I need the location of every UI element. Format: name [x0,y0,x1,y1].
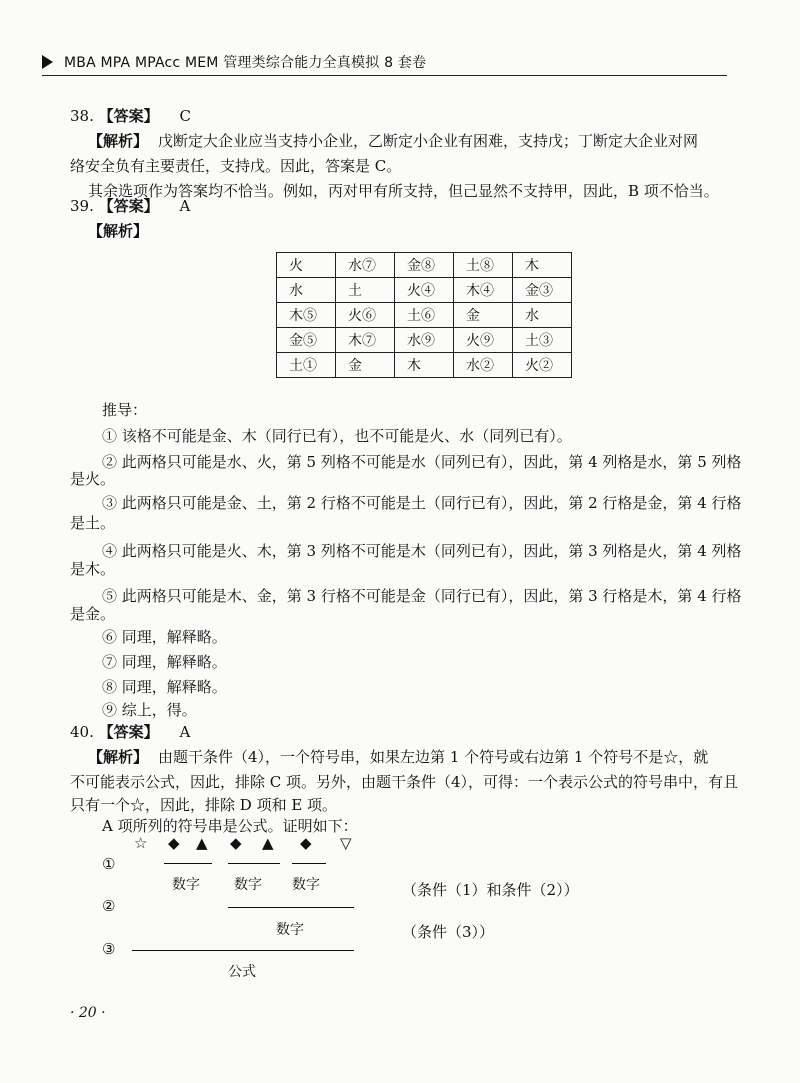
q39-answer-line [70,196,190,216]
page-header [42,51,727,73]
triangle-symbol-icon: ▲ [262,834,274,852]
underline-group-1 [164,863,212,864]
q38-answer-label: 【答案】 [98,107,159,125]
grid-cell: 水 [513,303,572,328]
grid-cell: 水⑨ [395,328,454,353]
step-5b: 是金。 [70,605,116,623]
triangle-symbol-icon: ▲ [196,834,208,852]
q40-number: 40. [70,723,94,741]
grid-cell: 火② [513,353,572,378]
grid-cell: 土⑧ [454,253,513,278]
underline-digit-sequence [228,907,354,908]
q38-analysis-label: 【解析】 [88,132,149,150]
grid-cell: 水⑦ [336,253,395,278]
triangle-marker-icon [42,55,53,69]
q40-answer: A [179,723,191,741]
grid-cell: 土① [277,353,336,378]
diamond-symbol-icon: ◆ [300,834,312,852]
q38-analysis-text-1: 戊断定大企业应当支持小企业，乙断定小企业有困难，支持戊；丁断定大企业对网 [158,132,699,150]
condition-note-2: （条件（3）） [402,923,495,941]
q40-answer-line [70,722,190,742]
derivation-step-2-mark: ② [102,897,116,915]
digit-label-3: 数字 [292,877,320,893]
step-6: ⑥ 同理，解释略。 [102,628,227,646]
grid-cell: 火④ [395,278,454,303]
derivation-step-3-mark: ③ [102,940,116,958]
q38-analysis-3: 其余选项作为答案均不恰当。例如，丙对甲有所支持，但己显然不支持甲，因此，B 项不恰当。 [88,182,719,200]
step-1: ① 该格不可能是金、木（同行已有），也不可能是火、水（同列已有）。 [102,427,572,445]
step-8: ⑧ 同理，解释略。 [102,678,227,696]
q39-number: 39. [70,197,94,215]
q40-answer-label: 【答案】 [98,723,159,741]
q38-answer-line [70,106,191,126]
grid-cell: 金 [454,303,513,328]
grid-row [277,353,572,378]
q40-analysis-label: 【解析】 [88,748,149,766]
digit-label-2: 数字 [234,877,262,893]
step-5a: ⑤ 此两格只可能是木、金，第 3 行格不可能是金（同行已有），因此，第 3 行格是木，第 4 行格 [102,587,742,605]
proof-intro: A 项所列的符号串是公式。证明如下： [102,817,358,835]
q38-analysis-2: 络安全负有主要责任，支持戊。因此，答案是 C。 [70,157,402,175]
open-triangle-symbol-icon: ▽ [340,834,352,852]
diamond-symbol-icon: ◆ [230,834,242,852]
grid-row [277,253,572,278]
grid-cell: 火⑥ [336,303,395,328]
underline-formula [132,950,354,951]
grid-cell: 土③ [513,328,572,353]
grid-cell: 金⑧ [395,253,454,278]
derivation-step-1-mark: ① [102,855,116,873]
grid-cell: 木⑦ [336,328,395,353]
grid-row [277,328,572,353]
grid-cell: 木⑤ [277,303,336,328]
underline-group-3 [292,863,326,864]
digit-label-1: 数字 [172,877,200,893]
grid-cell: 木 [513,253,572,278]
formula-label: 公式 [228,964,256,980]
step-4b: 是木。 [70,560,116,578]
grid-cell: 木④ [454,278,513,303]
step-2a: ② 此两格只可能是水、火，第 5 列格不可能是水（同列已有），因此，第 4 列格是水，第 5 列格 [102,453,742,471]
grid-cell: 水 [277,278,336,303]
header-title: MBA MPA MPAcc MEM 管理类综合能力全真模拟 8 套卷 [64,55,427,71]
grid-row [277,278,572,303]
digit-label-combined: 数字 [276,922,304,938]
grid-cell: 水② [454,353,513,378]
grid-cell: 火 [277,253,336,278]
q40-analysis-1 [88,747,708,767]
diamond-symbol-icon: ◆ [168,834,180,852]
q38-answer: C [179,107,191,125]
q40-analysis-3: 只有一个☆，因此，排除 D 项和 E 项。 [70,796,338,814]
q38-number: 38. [70,107,94,125]
step-2b: 是火。 [70,470,116,488]
underline-group-2 [228,863,280,864]
q38-analysis-1 [88,131,698,151]
q39-analysis-label-line [88,221,158,241]
page-number: · 20 · [70,1005,106,1021]
q40-analysis-text-1: 由题干条件（4），一个符号串，如果左边第 1 个符号或右边第 1 个符号不是☆，就 [158,748,709,766]
step-4a: ④ 此两格只可能是火、木，第 3 列格不可能是木（同列已有），因此，第 3 列格是火，第 4 列格 [102,542,742,560]
header-rule [42,75,727,76]
grid-cell: 土 [336,278,395,303]
star-symbol-icon: ☆ [134,834,148,852]
element-grid [276,252,572,378]
q39-analysis-label: 【解析】 [88,222,149,240]
step-3a: ③ 此两格只可能是金、土，第 2 行格不可能是土（同行已有），因此，第 2 行格是金，第 4 行格 [102,494,742,512]
q40-analysis-2: 不可能表示公式，因此，排除 C 项。另外，由题干条件（4），可得：一个表示公式的符号串中，有且 [70,773,739,791]
step-9: ⑨ 综上，得。 [102,701,197,719]
step-7: ⑦ 同理，解释略。 [102,653,227,671]
grid-cell: 金③ [513,278,572,303]
grid-cell: 金 [336,353,395,378]
q39-answer-label: 【答案】 [98,197,159,215]
grid-cell: 金⑤ [277,328,336,353]
grid-row [277,303,572,328]
grid-cell: 火⑨ [454,328,513,353]
derive-label: 推导： [102,401,148,419]
condition-note-1: （条件（1）和条件（2）） [402,881,579,899]
q39-answer: A [179,197,191,215]
step-3b: 是土。 [70,514,116,532]
grid-cell: 土⑥ [395,303,454,328]
grid-cell: 木 [395,353,454,378]
